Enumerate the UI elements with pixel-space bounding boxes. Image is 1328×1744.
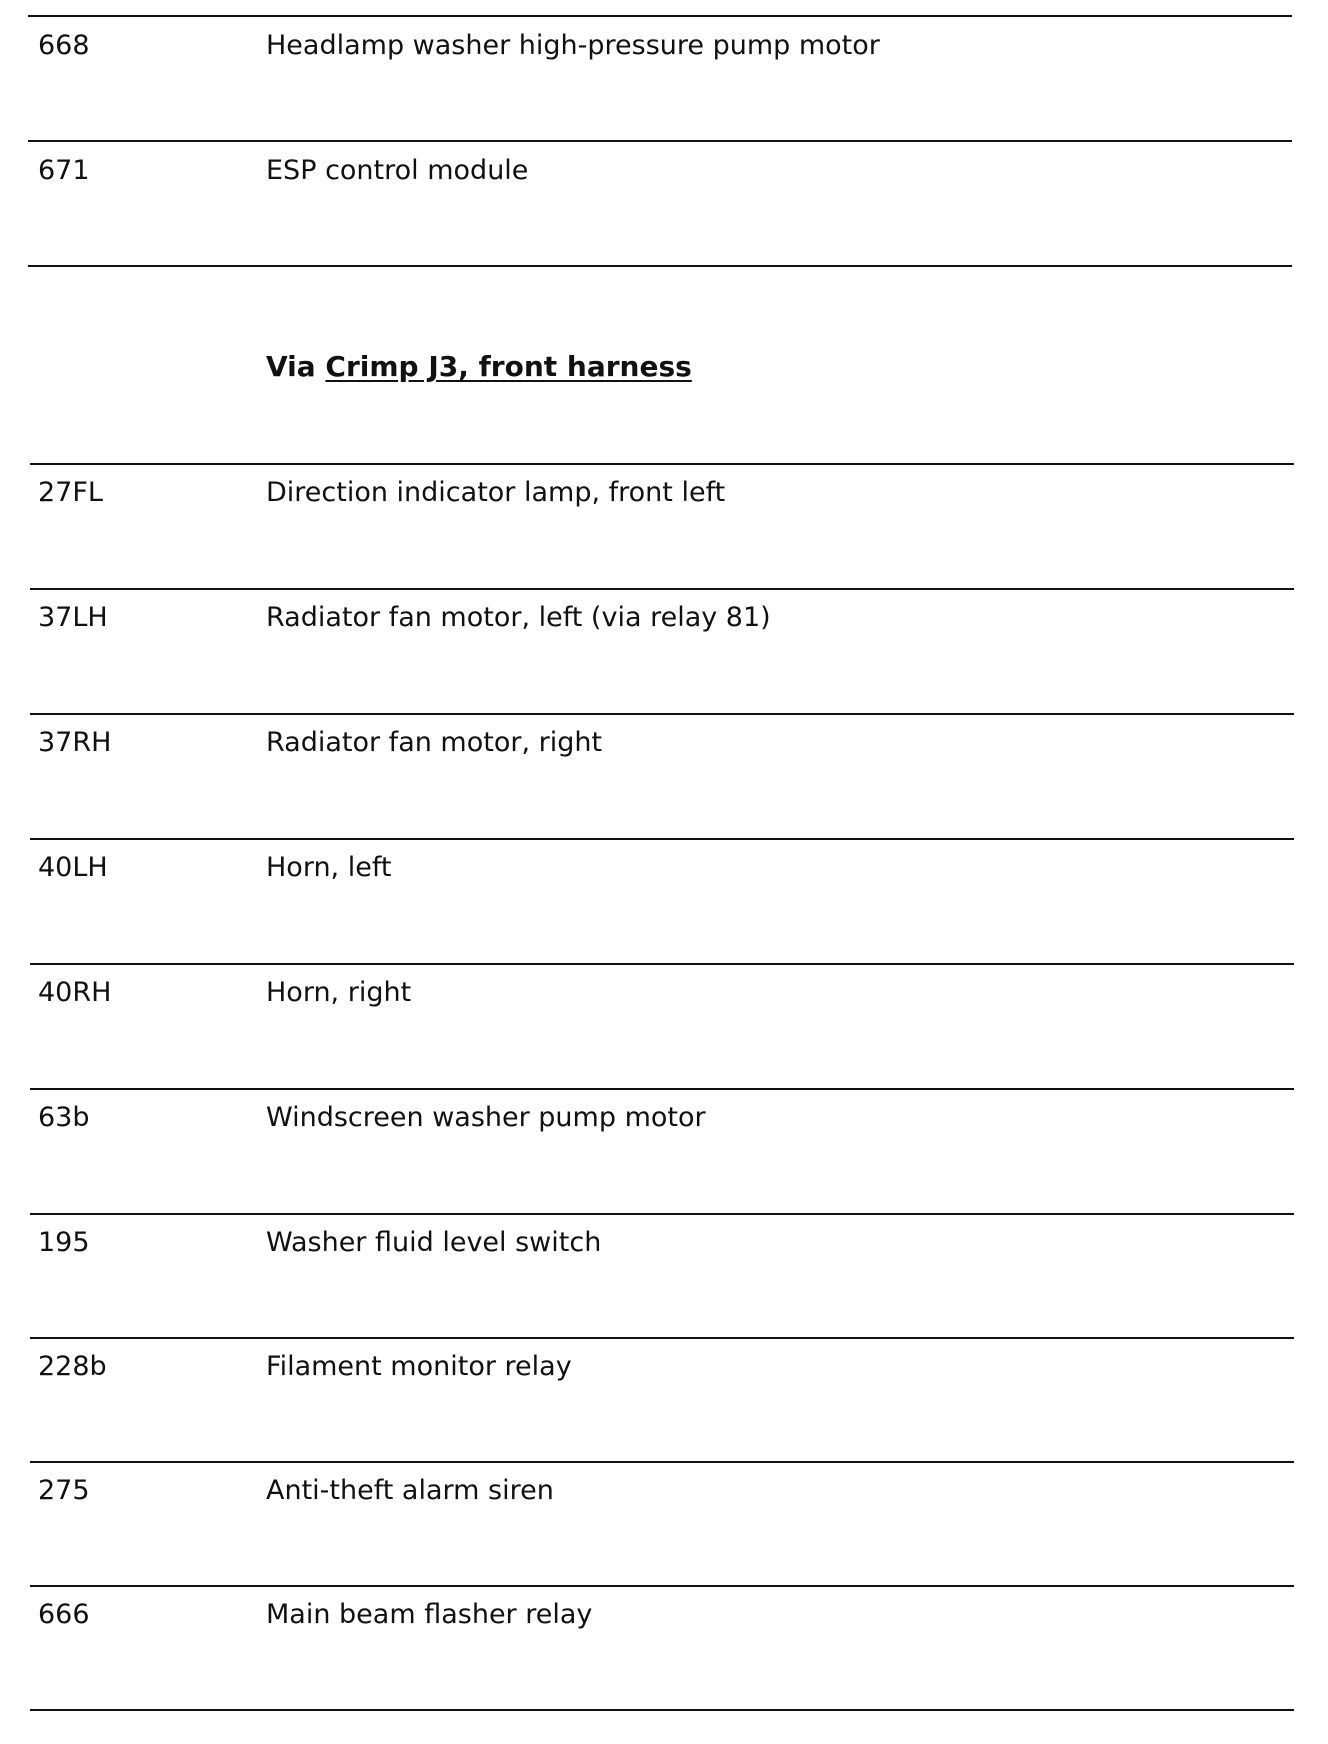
- table-divider: [30, 588, 1294, 590]
- component-code: 668: [38, 30, 90, 61]
- table-divider: [28, 265, 1292, 267]
- component-description: Washer fluid level switch: [266, 1227, 602, 1258]
- crimp-link[interactable]: Crimp J3, front harness: [325, 350, 692, 383]
- component-code: 63b: [38, 1102, 90, 1133]
- table-divider: [30, 838, 1294, 840]
- table-divider: [30, 1213, 1294, 1215]
- section-heading: [266, 350, 692, 384]
- component-code: 37RH: [38, 727, 112, 758]
- table-divider: [30, 713, 1294, 715]
- component-description: ESP control module: [266, 155, 529, 186]
- component-description: Horn, left: [266, 852, 392, 883]
- table-divider: [28, 140, 1292, 142]
- component-description: Direction indicator lamp, front left: [266, 477, 726, 508]
- component-description: Anti-theft alarm siren: [266, 1475, 554, 1506]
- component-code: 40LH: [38, 852, 108, 883]
- component-code: 27FL: [38, 477, 103, 508]
- component-description: Main beam flasher relay: [266, 1599, 593, 1630]
- table-divider: [30, 1585, 1294, 1587]
- component-description: Headlamp washer high-pressure pump motor: [266, 30, 880, 61]
- table-divider: [30, 1088, 1294, 1090]
- section-heading-prefix: Via: [266, 350, 316, 383]
- table-divider: [30, 463, 1294, 465]
- component-code: 275: [38, 1475, 90, 1506]
- table-divider: [30, 1461, 1294, 1463]
- table-divider: [28, 15, 1292, 17]
- component-description: Radiator fan motor, right: [266, 727, 603, 758]
- component-code: 37LH: [38, 602, 108, 633]
- component-description: Radiator fan motor, left (via relay 81): [266, 602, 771, 633]
- table-divider: [30, 1337, 1294, 1339]
- component-code: 228b: [38, 1351, 107, 1382]
- component-description: Horn, right: [266, 977, 412, 1008]
- table-divider: [30, 1709, 1294, 1711]
- component-code: 195: [38, 1227, 90, 1258]
- component-description: Windscreen washer pump motor: [266, 1102, 706, 1133]
- table-divider: [30, 963, 1294, 965]
- component-description: Filament monitor relay: [266, 1351, 572, 1382]
- component-code: 666: [38, 1599, 90, 1630]
- component-code: 671: [38, 155, 90, 186]
- component-code: 40RH: [38, 977, 112, 1008]
